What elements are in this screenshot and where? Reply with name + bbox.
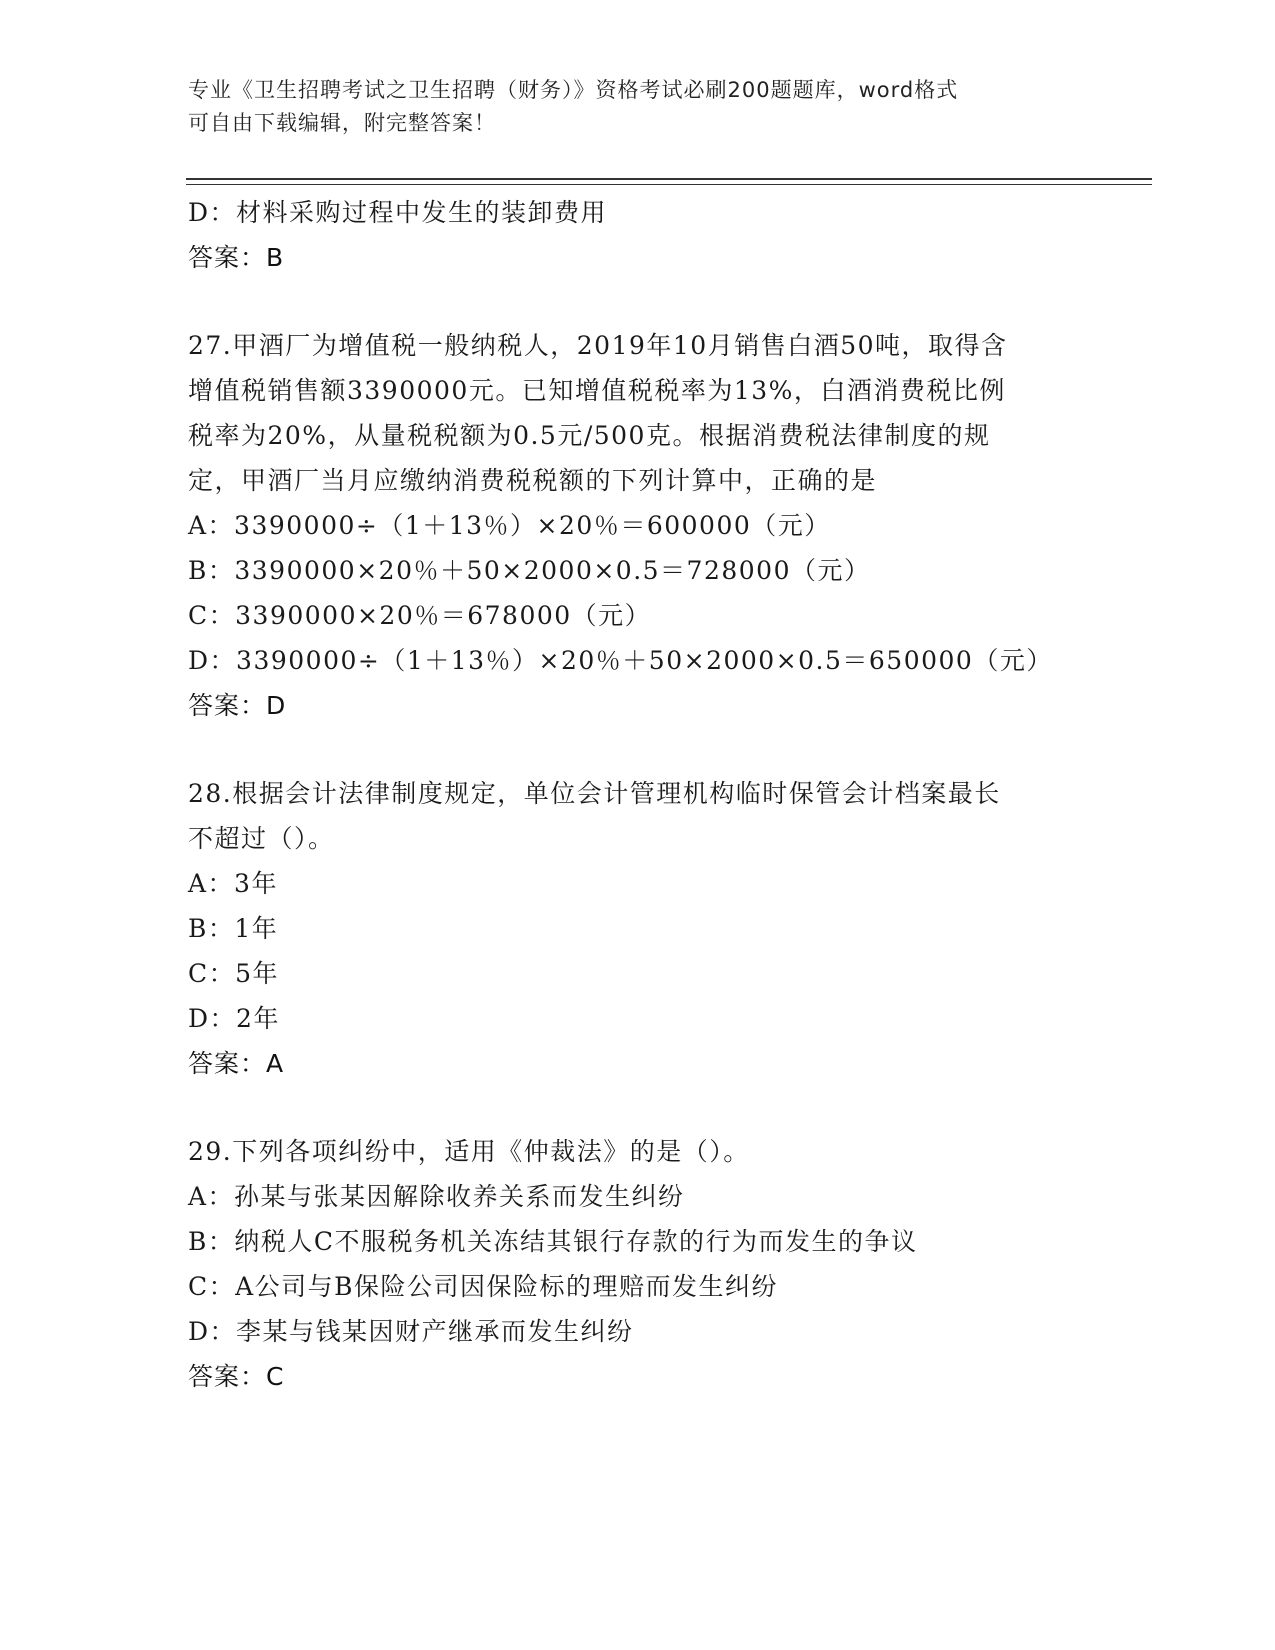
option-b: B：1年 xyxy=(188,914,279,943)
header-divider-thick xyxy=(186,178,1152,180)
option-d: D：李某与钱某因财产继承而发生纠纷 xyxy=(188,1317,634,1346)
option-a: A：3390000÷（1＋13％）×20％＝600000（元） xyxy=(188,511,831,540)
question-block xyxy=(188,323,1088,728)
option-a: A：3年 xyxy=(188,869,278,898)
answer-label: 答案：D xyxy=(188,691,287,720)
question-block xyxy=(188,1129,1088,1399)
option-c: C：3390000×20％＝678000（元） xyxy=(188,601,652,630)
spacer xyxy=(188,728,1088,771)
question-text-line: 不超过（）。 xyxy=(188,824,335,853)
option-c: C：5年 xyxy=(188,959,280,988)
header-title-line-1: 专业《卫生招聘考试之卫生招聘（财务）》资格考试必刷200题题库，word格式 xyxy=(188,78,959,102)
answer-label: 答案：C xyxy=(188,1362,285,1391)
document-body xyxy=(188,190,1088,1399)
document-header xyxy=(188,74,1078,140)
spacer xyxy=(188,280,1088,323)
header-title-line-2: 可自由下载编辑，附完整答案！ xyxy=(188,111,496,135)
question-text-line: 27.甲酒厂为增值税一般纳税人，2019年10月销售白酒50吨，取得含 xyxy=(188,331,1008,360)
option-b: B：纳税人C不服税务机关冻结其银行存款的行为而发生的争议 xyxy=(188,1227,918,1256)
prev-question-answer: 答案：B xyxy=(188,243,285,272)
prev-question-option-d: D：材料采购过程中发生的装卸费用 xyxy=(188,198,608,227)
option-c: C：A公司与B保险公司因保险标的理赔而发生纠纷 xyxy=(188,1272,779,1301)
option-d: D：3390000÷（1＋13％）×20％＋50×2000×0.5＝650000（元） xyxy=(188,646,1053,675)
answer-label: 答案：A xyxy=(188,1049,285,1078)
option-b: B：3390000×20％＋50×2000×0.5＝728000（元） xyxy=(188,556,871,585)
header-divider-thin xyxy=(186,184,1152,185)
option-a: A：孙某与张某因解除收养关系而发生纠纷 xyxy=(188,1182,685,1211)
question-text-line: 29.下列各项纠纷中，适用《仲裁法》的是（）。 xyxy=(188,1137,750,1166)
option-d: D：2年 xyxy=(188,1004,280,1033)
question-text-line: 28.根据会计法律制度规定，单位会计管理机构临时保管会计档案最长 xyxy=(188,779,1001,808)
question-text-line: 增值税销售额3390000元。已知增值税税率为13%，白酒消费税比例 xyxy=(188,376,1006,405)
question-text-line: 定，甲酒厂当月应缴纳消费税税额的下列计算中，正确的是 xyxy=(188,466,878,495)
question-block xyxy=(188,771,1088,1086)
spacer xyxy=(188,1086,1088,1129)
question-text-line: 税率为20%，从量税税额为0.5元/500克。根据消费税法律制度的规 xyxy=(188,421,991,450)
